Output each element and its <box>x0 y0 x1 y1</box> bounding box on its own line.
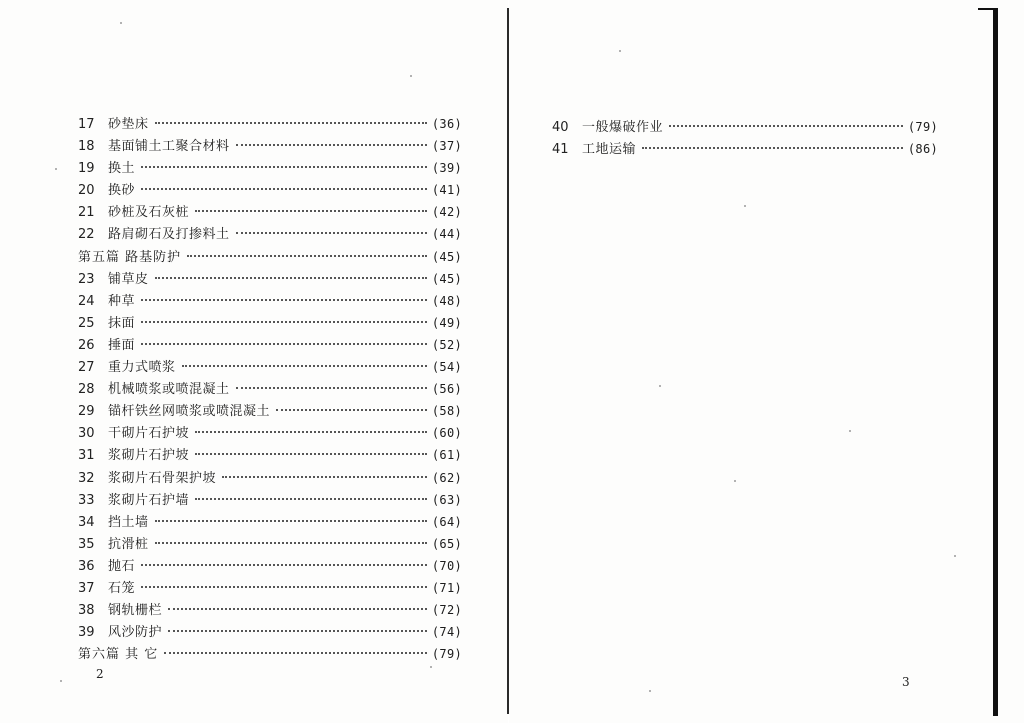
dot-leader <box>236 144 427 146</box>
paper-speck <box>410 75 412 77</box>
entry-number: 30 <box>78 426 95 442</box>
toc-entry <box>78 599 462 621</box>
toc-entry <box>78 157 462 179</box>
entry-page-ref: (79) <box>431 647 462 662</box>
toc-section-heading <box>78 643 462 665</box>
dot-leader <box>669 125 903 127</box>
entry-number: 25 <box>78 315 95 331</box>
entry-title: 锚杆铁丝网喷浆或喷混凝土 <box>108 404 271 420</box>
paper-speck <box>120 22 122 24</box>
toc-entry <box>78 489 462 511</box>
entry-number: 18 <box>78 139 95 155</box>
entry-number: 32 <box>78 470 95 486</box>
entry-page-ref: (63) <box>431 492 462 507</box>
entry-title: 机械喷浆或喷混凝土 <box>108 382 230 398</box>
paper-speck <box>60 680 62 682</box>
toc-entry <box>78 467 462 489</box>
entry-title: 种草 <box>108 293 136 309</box>
toc-entry <box>78 135 462 157</box>
entry-page-ref: (61) <box>431 448 462 463</box>
entry-title: 工地运输 <box>582 142 637 158</box>
entry-title: 捶面 <box>108 337 136 353</box>
dot-leader <box>195 498 427 500</box>
entry-page-ref: (72) <box>431 603 462 618</box>
toc-entry <box>78 334 462 356</box>
dot-leader <box>141 166 427 168</box>
entry-title: 抗滑桩 <box>108 536 149 552</box>
dot-leader <box>182 365 427 367</box>
toc-entry <box>78 201 462 223</box>
entry-title: 风沙防护 <box>108 625 163 641</box>
toc-entry <box>78 621 462 643</box>
dot-leader <box>141 188 427 190</box>
page-edge-shadow <box>993 8 998 716</box>
entry-number: 33 <box>78 492 95 508</box>
section-title: 第六篇 其 它 <box>78 647 159 663</box>
toc-list-left <box>78 113 462 665</box>
dot-leader <box>168 608 427 610</box>
entry-title: 浆砌片石护墙 <box>108 492 190 508</box>
entry-page-ref: (71) <box>431 580 462 595</box>
entry-title: 石笼 <box>108 580 136 596</box>
toc-entry <box>78 577 462 599</box>
toc-entry <box>78 312 462 334</box>
toc-entry <box>78 533 462 555</box>
dot-leader <box>195 431 427 433</box>
entry-title: 浆砌片石护坡 <box>108 448 190 464</box>
dot-leader <box>155 542 427 544</box>
entry-title: 换砂 <box>108 183 136 199</box>
entry-page-ref: (36) <box>431 117 462 131</box>
entry-number: 35 <box>78 536 95 552</box>
paper-speck <box>659 385 661 387</box>
left-page <box>0 0 508 723</box>
entry-title: 砂垫床 <box>108 117 149 132</box>
entry-title: 重力式喷浆 <box>108 360 176 376</box>
entry-title: 换土 <box>108 161 136 177</box>
entry-title: 路肩砌石及打掺料土 <box>108 227 230 243</box>
entry-number: 29 <box>78 404 95 420</box>
dot-leader <box>141 299 427 301</box>
toc-entry <box>78 422 462 444</box>
entry-page-ref: (79) <box>907 120 938 134</box>
entry-page-ref: (49) <box>431 315 462 330</box>
dot-leader <box>168 630 427 632</box>
toc-entry <box>78 400 462 422</box>
entry-number: 27 <box>78 360 95 376</box>
entry-page-ref: (48) <box>431 293 462 308</box>
entry-page-ref: (70) <box>431 558 462 573</box>
entry-title: 一般爆破作业 <box>582 120 664 135</box>
entry-number: 19 <box>78 161 95 177</box>
section-title: 第五篇 路基防护 <box>78 249 182 265</box>
toc-list-right <box>552 116 938 160</box>
paper-speck <box>954 555 956 557</box>
entry-number: 41 <box>552 142 569 158</box>
entry-page-ref: (65) <box>431 536 462 551</box>
paper-speck <box>734 480 736 482</box>
entry-title: 干砌片石护坡 <box>108 426 190 442</box>
paper-speck <box>744 205 746 207</box>
dot-leader <box>642 147 903 149</box>
entry-number: 28 <box>78 382 95 398</box>
dot-leader <box>187 255 427 257</box>
dot-leader <box>236 232 427 234</box>
entry-number: 20 <box>78 183 95 199</box>
entry-title: 砂桩及石灰桩 <box>108 205 190 221</box>
paper-speck <box>849 430 851 432</box>
entry-page-ref: (74) <box>431 625 462 640</box>
entry-title: 抛石 <box>108 558 136 574</box>
entry-page-ref: (86) <box>907 142 938 157</box>
entry-number: 36 <box>78 558 95 574</box>
entry-page-ref: (60) <box>431 426 462 441</box>
dot-leader <box>141 564 427 566</box>
entry-number: 37 <box>78 580 95 596</box>
dot-leader <box>195 210 427 212</box>
toc-entry <box>78 290 462 312</box>
right-page <box>509 0 1024 723</box>
dot-leader <box>141 586 427 588</box>
toc-entry <box>78 268 462 290</box>
entry-number: 34 <box>78 514 95 530</box>
dot-leader <box>141 343 427 345</box>
dot-leader <box>141 321 427 323</box>
entry-page-ref: (62) <box>431 470 462 485</box>
entry-title: 抹面 <box>108 315 136 331</box>
toc-entry <box>78 378 462 400</box>
toc-entry <box>78 555 462 577</box>
page-number: 2 <box>96 667 104 681</box>
toc-entry <box>78 113 462 135</box>
paper-speck <box>430 666 432 668</box>
entry-page-ref: (58) <box>431 404 462 419</box>
dot-leader <box>276 409 427 411</box>
entry-page-ref: (37) <box>431 139 462 154</box>
entry-number: 40 <box>552 120 569 135</box>
entry-title: 铺草皮 <box>108 271 149 287</box>
toc-entry <box>78 356 462 378</box>
toc-entry <box>78 223 462 245</box>
entry-page-ref: (39) <box>431 161 462 176</box>
dot-leader <box>155 277 427 279</box>
dot-leader <box>195 453 427 455</box>
entry-number: 26 <box>78 337 95 353</box>
entry-page-ref: (56) <box>431 382 462 397</box>
toc-entry <box>552 116 938 138</box>
paper-speck <box>649 690 651 692</box>
entry-page-ref: (52) <box>431 337 462 352</box>
entry-title: 基面铺土工聚合材料 <box>108 139 230 155</box>
entry-page-ref: (42) <box>431 205 462 220</box>
toc-entry <box>78 444 462 466</box>
entry-page-ref: (44) <box>431 227 462 242</box>
toc-entry <box>552 138 938 160</box>
toc-entry <box>78 179 462 201</box>
entry-number: 39 <box>78 625 95 641</box>
entry-number: 23 <box>78 271 95 287</box>
entry-number: 22 <box>78 227 95 243</box>
entry-title: 挡土墙 <box>108 514 149 530</box>
paper-speck <box>619 50 621 52</box>
entry-title: 浆砌片石骨架护坡 <box>108 470 217 486</box>
dot-leader <box>222 476 427 478</box>
dot-leader <box>155 520 427 522</box>
entry-number: 21 <box>78 205 95 221</box>
entry-page-ref: (45) <box>431 249 462 264</box>
entry-number: 17 <box>78 117 95 132</box>
toc-section-heading <box>78 246 462 268</box>
toc-entry <box>78 511 462 533</box>
entry-page-ref: (41) <box>431 183 462 198</box>
entry-page-ref: (54) <box>431 360 462 375</box>
entry-page-ref: (45) <box>431 271 462 286</box>
dot-leader <box>236 387 427 389</box>
entry-number: 31 <box>78 448 95 464</box>
entry-number: 24 <box>78 293 95 309</box>
dot-leader <box>164 652 427 654</box>
paper-speck <box>55 168 57 170</box>
entry-number: 38 <box>78 603 95 619</box>
entry-page-ref: (64) <box>431 514 462 529</box>
dot-leader <box>155 122 427 124</box>
page-number: 3 <box>902 675 910 689</box>
entry-title: 钢轨栅栏 <box>108 603 163 619</box>
